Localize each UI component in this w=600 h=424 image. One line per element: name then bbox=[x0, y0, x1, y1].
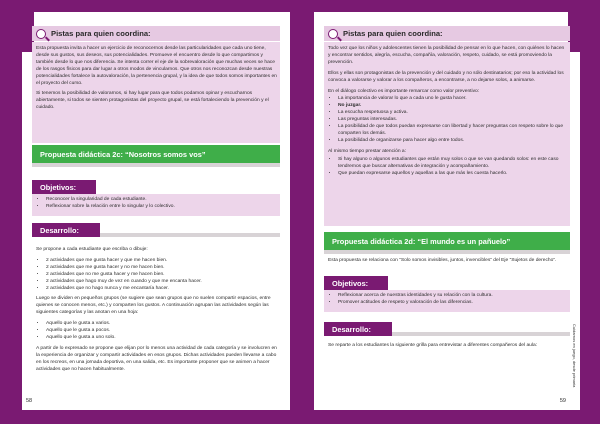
right-pistas-title: Pistas para quien coordina: bbox=[343, 29, 443, 38]
left-desarrollo-header bbox=[32, 223, 100, 237]
left-desarrollo-intro: Se propone a cada estudiante que escriba o dibuje: bbox=[36, 247, 148, 252]
left-desarrollo-item: • 2 actividades que hago muy de vez en cuando y que me encanta hacer. bbox=[46, 279, 278, 286]
right-vertical-caption-wrap bbox=[569, 324, 577, 404]
right-pistas-header bbox=[324, 26, 570, 41]
left-desarrollo-rule bbox=[100, 233, 280, 237]
right-objetivo-item: • Promover actitudes de respeto y valoración de las diferencias. bbox=[338, 300, 566, 307]
right-desarrollo-title: Desarrollo: bbox=[332, 324, 372, 334]
right-pistas-alert-item: • Si hay alguno o algunos estudiantes que están muy solos o que se van quedando solos: en este caso tendremos que buscar alternativas de integración y acompañamiento. bbox=[338, 157, 566, 171]
right-objetivos-header bbox=[324, 276, 388, 290]
left-objetivo-item: • Reflexionar sobre la relación entre lo singular y lo colectivo. bbox=[46, 204, 276, 211]
right-pistas-item: • Las preguntas interesadas. bbox=[338, 117, 566, 124]
left-desarrollo-middle: Luego se dividen en pequeños grupos (se sugiere que sean grupos que no suelen compartir espacios, entre quienes se conocen menos, etc.) y comparten los gustos. A continuación agrupan las actividades según las siguientes categorías y las anotan en una hoja: bbox=[36, 296, 271, 316]
right-objetivos-title: Objetivos: bbox=[332, 278, 369, 288]
left-desarrollo-title: Desarrollo: bbox=[40, 225, 80, 235]
right-vertical-caption: Cuidarnos en juego, desde primaria bbox=[572, 324, 577, 388]
left-page-number: 58 bbox=[26, 398, 33, 404]
right-propuesta-text: Esta propuesta se relaciona con “Solo somos invisibles, juntos, invencibles” del Eje “Sujetos de derecho”. bbox=[328, 258, 557, 263]
right-page-number: 59 bbox=[559, 398, 566, 404]
right-pistas-paragraph-1: Todo vez que los niños y adolescentes tienen la posibilidad de pensar en lo que hacen, con quiénes lo hacen y encontrar sentidos, alegría, escucha, compañía, valoración, respeto, cuidado, se está promoviendo la prevención. bbox=[328, 46, 565, 65]
right-pistas-item: • No juzgar. bbox=[338, 103, 566, 110]
left-pistas-paragraph-2: Si tenemos la posibilidad de valorarnos, si hay lugar para que todos podamos opinar y escucharnos abiertamente, si todos se sienten protagonistas del proyecto grupal, se está fortaleciendo la prevención y el cuidado. bbox=[36, 91, 269, 111]
left-categoria-item: • Aquello que le gusta a uno solo. bbox=[46, 335, 278, 342]
left-objetivo-item: • Reconocer la singularidad de cada estudiante. bbox=[46, 197, 276, 204]
right-objetivo-item: • Reflexionar acerca de nuestras identidades y su relación con la cultura. bbox=[338, 293, 566, 300]
right-pistas-item: • La escucha respetuosa y activa. bbox=[338, 110, 566, 117]
left-propuesta-banner bbox=[32, 145, 280, 163]
left-objetivos-header bbox=[32, 180, 96, 194]
left-propuesta-title: Propuesta didáctica 2c: “Nosotros somos vos” bbox=[40, 149, 206, 159]
right-page bbox=[314, 12, 580, 410]
left-pistas-title: Pistas para quien coordina: bbox=[51, 29, 151, 38]
left-categoria-item: • Aquello que le gusta a pocos. bbox=[46, 328, 278, 335]
right-desarrollo-header bbox=[324, 322, 392, 336]
right-pistas-paragraph-3: En el diálogo colectivo es importante remarcar como valor preventivo: bbox=[328, 88, 480, 94]
magnifier-icon bbox=[36, 29, 46, 39]
right-propuesta-banner bbox=[324, 232, 570, 250]
right-pistas-item: • La posibilidad de que todos puedan expresarse con libertad y hacer preguntas con respeto sobre lo que comparten los demás. bbox=[338, 124, 566, 138]
left-desarrollo-end: A partir de lo expresado se propone que elijan por lo menos una actividad de cada categoría y se involucren en la experiencia de organizar y compartir actividades en esos grupos. Dichas actividades pueden llevarse a cabo en los recreos, en una jornada deportiva, en una salida, etc. Es importante proponer que se animen a hacer actividades que no hacen habitualmente. bbox=[36, 345, 277, 372]
left-objetivos-text bbox=[36, 197, 276, 211]
magnifier-icon bbox=[328, 29, 338, 39]
left-pistas-header bbox=[32, 26, 280, 41]
left-desarrollo-item: • 2 actividades que no me gusta hacer y me hacen bien. bbox=[46, 272, 278, 279]
left-pistas-paragraph-1: Esta propuesta invita a hacer un ejercicio de reconocernos desde las particularidades que cada uno tiene, desde sus gustos, sus deseos, sus potencialidades. Promueve el encuentro desde lo que compartimos y también desde lo que nos diferencia. Se intenta correr el eje de la sobrevaloración que muchas veces se hace de los rasgos físicos para dar lugar a otros modos de vincularnos. Que otros nos reconozcan desde nuestras potencialidades fortalece la autovaloración, la pertenencia grupal, y la idea de que todos somos importantes en el proyecto del curso. bbox=[36, 46, 277, 86]
right-pistas-item: • La posibilidad de organizarse para hacer algo entre todos. bbox=[338, 138, 566, 145]
left-objetivos-title: Objetivos: bbox=[40, 182, 77, 192]
right-desarrollo-text: Se reparte a los estudiantes la siguiente grilla para entrevistar a diferentes compañeros del aula: bbox=[328, 343, 538, 348]
right-desarrollo-rule bbox=[392, 332, 570, 336]
left-pistas-text bbox=[36, 46, 278, 116]
left-desarrollo-item: • 2 actividades que no hago nunca y me encantaría hacer. bbox=[46, 286, 278, 293]
left-propuesta-shadow bbox=[32, 163, 280, 167]
left-desarrollo-item: • 2 actividades que me gusta hacer y no me hacen bien. bbox=[46, 265, 278, 272]
left-categoria-item: • Aquello que le gusta a varios. bbox=[46, 321, 278, 328]
left-desarrollo-text bbox=[36, 247, 278, 378]
right-pistas-item: • La importancia de valorar lo que a cada uno le gusta hacer. bbox=[338, 96, 566, 103]
right-pistas-paragraph-4: Al mismo tiempo prestar atención a: bbox=[328, 148, 407, 154]
right-pistas-paragraph-2: Ellos y ellas son protagonistas de la prevención y del cuidado y no sólo destinatarios; por eso la actividad los convoca a valorarse y valorar a los compañeros, a encontrarse, a no dejarse solos, a animarse. bbox=[328, 70, 564, 83]
right-pistas-alert-item: • Que puedan expresarse aquellos y aquellas a las que más les cuesta hacerlo. bbox=[338, 171, 566, 178]
left-page bbox=[22, 12, 290, 410]
right-propuesta-shadow bbox=[324, 250, 570, 254]
right-objetivos-text bbox=[328, 293, 566, 307]
left-desarrollo-item: • 2 actividades que me gusta hacer y que me hacen bien. bbox=[46, 258, 278, 265]
right-propuesta-title: Propuesta didáctica 2d: “El mundo es un pañuelo” bbox=[332, 236, 511, 246]
right-pistas-text bbox=[328, 46, 566, 177]
